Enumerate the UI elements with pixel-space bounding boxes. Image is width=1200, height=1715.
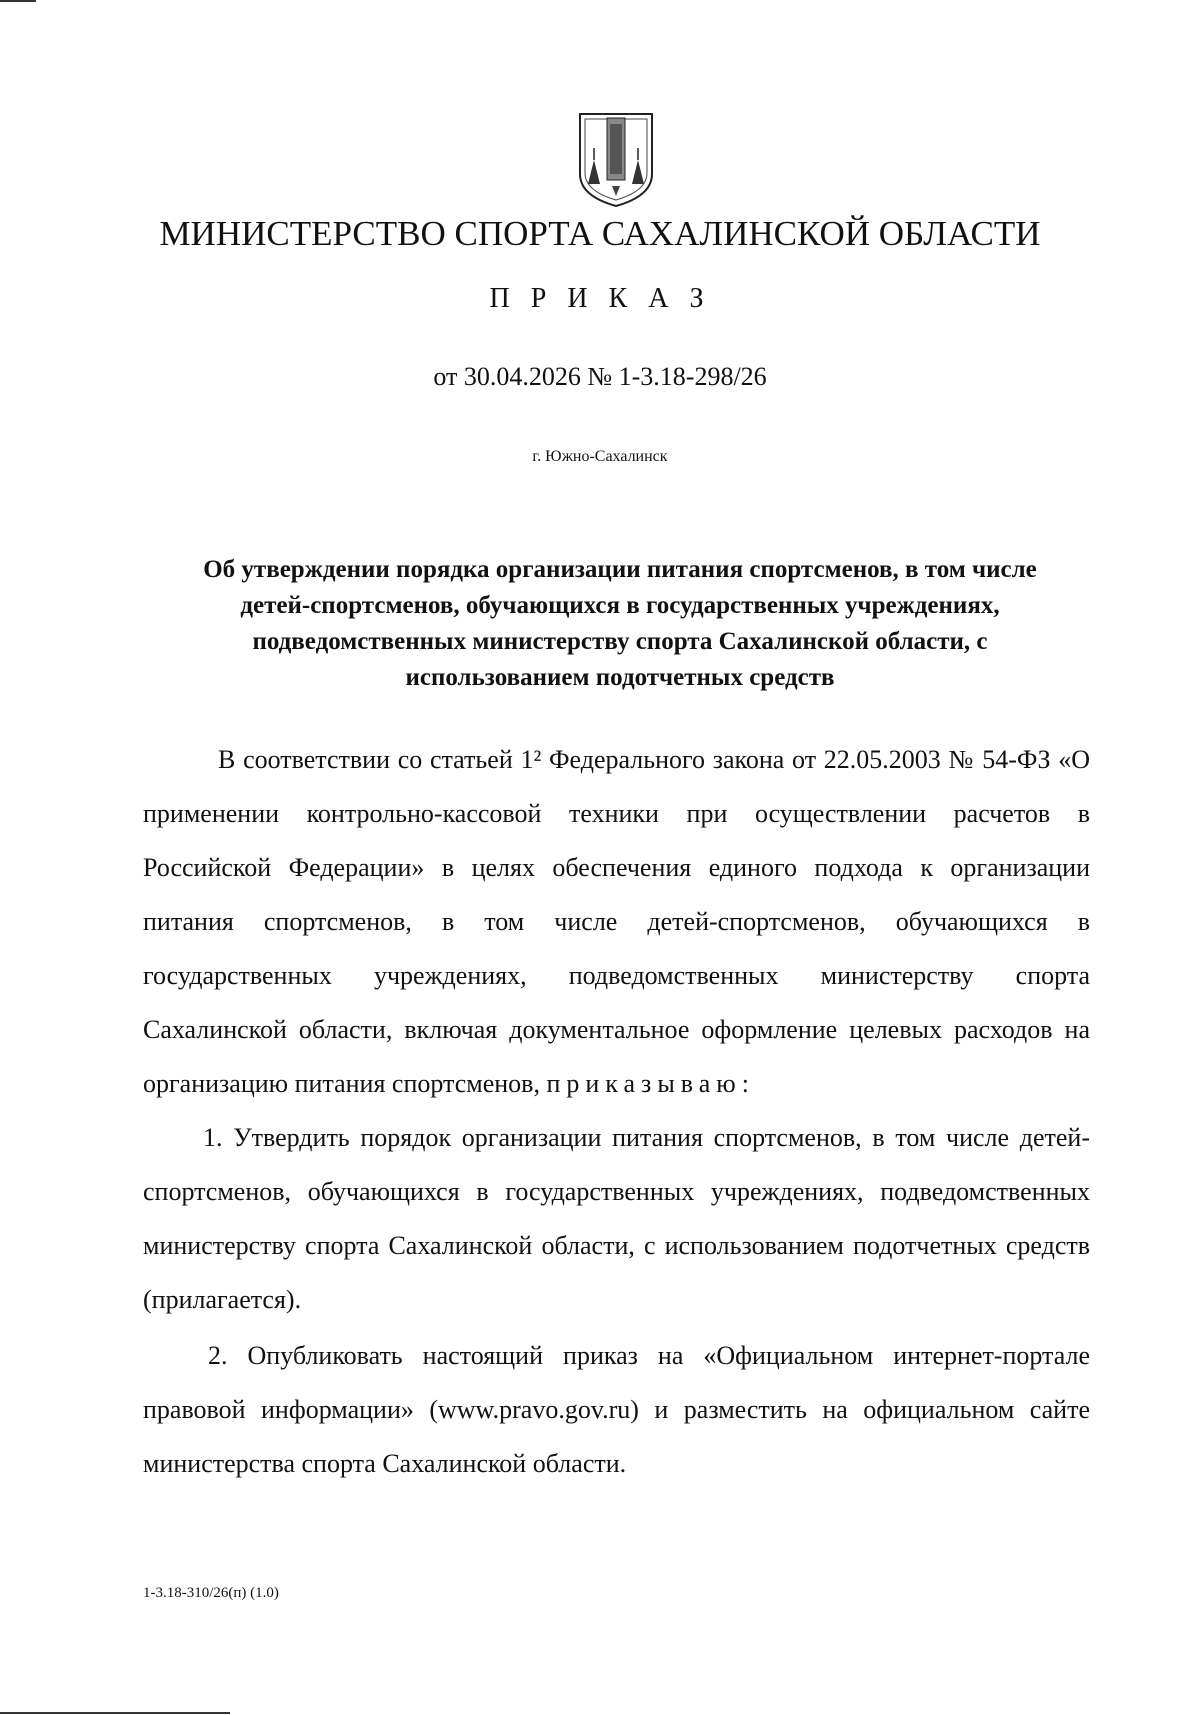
preamble-text: В соответствии со статьей 1² Федерального закона от 22.05.2003 № 54-ФЗ «О применении контрольно-кассовой техники при осуществлении расчетов в Российской Федерации» в целях обеспечения единого подхода к организации питания спортсменов, в том числе детей-спортсменов, обучающихся в государственных учреждениях, подведомственных министерству спорта Сахалинской области, включая документальное оформление целевых расходов на организацию питания спортсменов,: [143, 745, 1090, 1098]
title-line-1: Об утверждении порядка организации питания спортсменов, в том числе: [203, 556, 1037, 583]
order-date-number: от 30.04.2026 № 1-3.18-298/26: [433, 362, 767, 391]
order-verb: приказываю:: [546, 1069, 755, 1098]
title-line-4: использованием подотчетных средств: [405, 664, 835, 691]
order-item-2: 2. Опубликовать настоящий приказ на «Официальном интернет-портале правовой информации» (www.pravo.gov.ru) и разместить на официальном сайте министерства спорта Сахалинской области.: [143, 1341, 1090, 1478]
ministry-name: МИНИСТЕРСТВО СПОРТА САХАЛИНСКОЙ ОБЛАСТИ: [159, 214, 1041, 253]
document-title: [140, 552, 1100, 696]
document-code: 1-3.18-310/26(п) (1.0): [143, 1585, 279, 1601]
document-type: П Р И К А З: [489, 283, 711, 314]
sakhalin-coat-of-arms-icon: [574, 110, 658, 208]
preamble-paragraph: [143, 733, 1090, 1111]
document-body: [143, 733, 1090, 1491]
city: г. Южно-Сахалинск: [532, 448, 668, 465]
title-line-3: подведомственных министерству спорта Сахалинской области, с: [252, 628, 988, 655]
scan-mark-bottom-left: [0, 1712, 230, 1714]
order-item-1: 1. Утвердить порядок организации питания спортсменов, в том числе детей-спортсменов, обучающихся в государственных учреждениях, подведомственных министерству спорта Сахалинской области, с использованием подотчетных средств (прилагается).: [143, 1123, 1090, 1314]
title-line-2: детей-спортсменов, обучающихся в государственных учреждениях,: [240, 592, 1000, 619]
scan-mark-top-left: [0, 0, 36, 2]
